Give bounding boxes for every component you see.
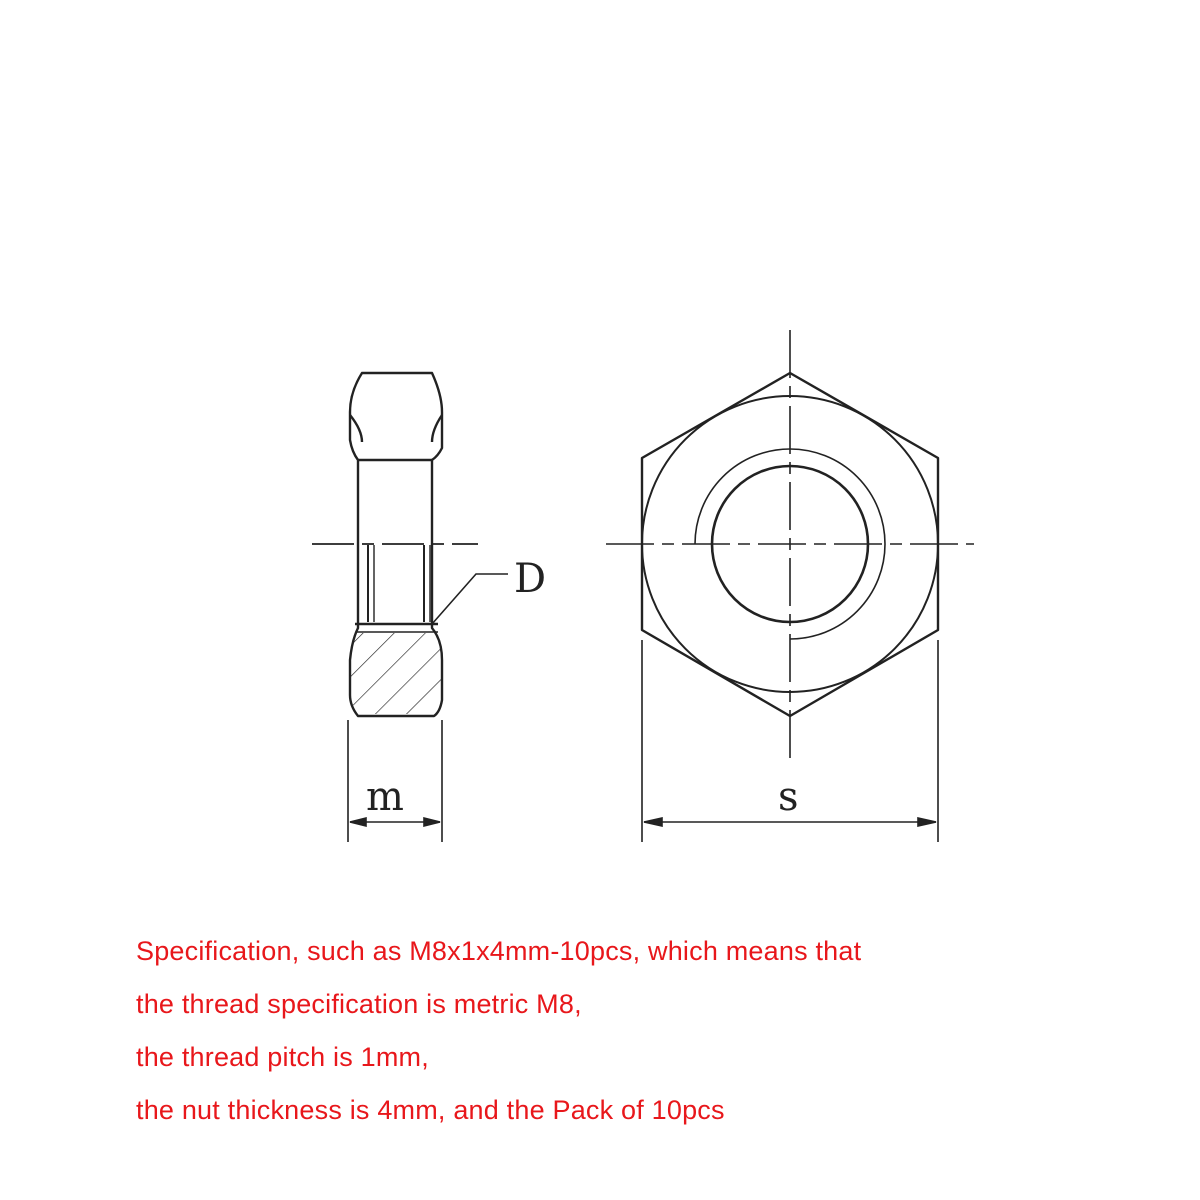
spec-line-1: Specification, such as M8x1x4mm-10pcs, which means that [136,936,862,966]
spec-line-4: the nut thickness is 4mm, and the Pack of 10pcs [136,1095,725,1125]
spec-line-3: the thread pitch is 1mm, [136,1042,429,1072]
thickness-label: m [366,774,404,820]
spec-line-2: the thread specification is metric M8, [136,989,582,1019]
nut-side-upper-face [350,415,442,460]
thread-diameter-label: D [514,556,547,602]
nut-section-hatch [350,633,442,714]
width-across-flats-label: s [778,774,799,820]
d-leader-line [432,574,508,624]
